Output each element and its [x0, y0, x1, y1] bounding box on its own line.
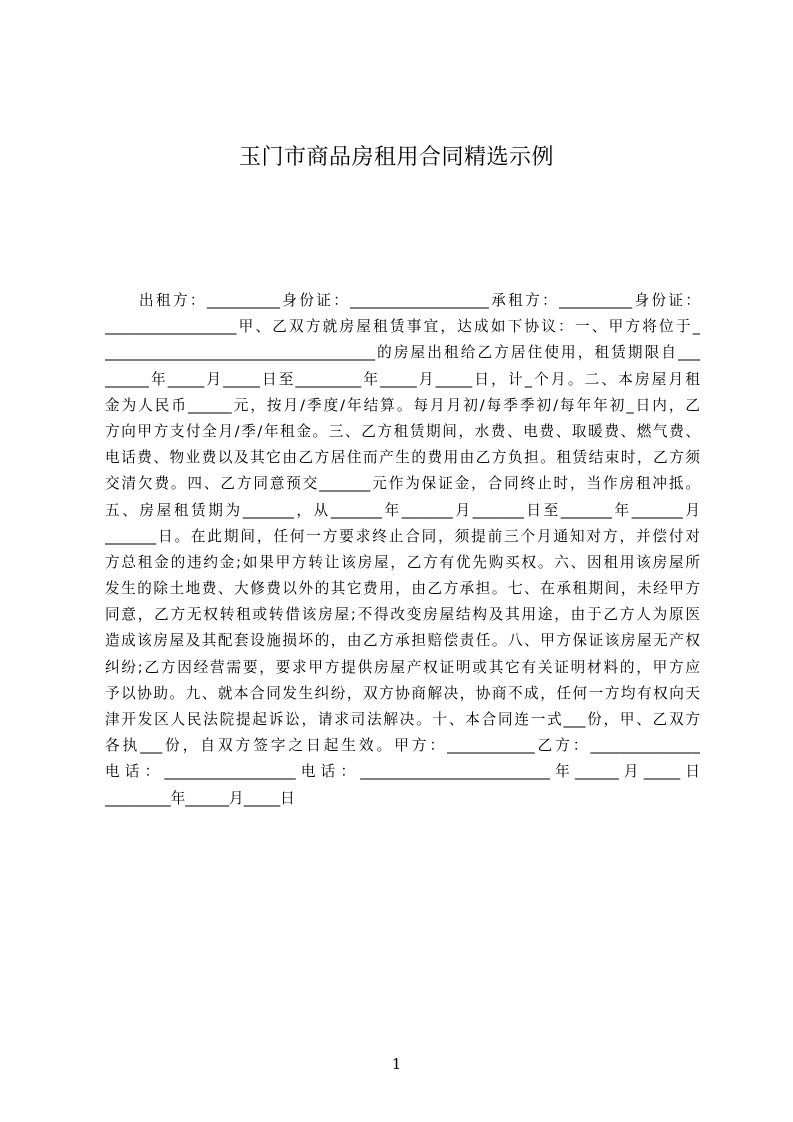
body-line: 同意，乙方无权转租或转借该房屋;不得改变房屋结构及其用途，由于乙方人为原医: [105, 606, 700, 624]
body-line: __________________甲、乙双方就房屋租赁事宜，达成如下协议：一、甲方将位于_: [105, 318, 700, 336]
body-line: 电话费、物业费以及其它由乙方居住而产生的费用由乙方负担。租赁结束时，乙方须: [105, 449, 700, 467]
body-line: ______年_____月_____日至_________年_____月_____日，计_个月。二、本房屋月租: [105, 370, 700, 388]
body-line: 发生的除土地费、大修费以外的其它费用，由乙方承担。七、在承租期间，未经甲方: [105, 580, 700, 598]
body-line: 津开发区人民法院提起诉讼，请求司法解决。十、本合同连一式___份，甲、乙双方: [105, 711, 700, 728]
body-line: 纠纷;乙方因经营需要，要求甲方提供房屋产权证明或其它有关证明材料的，甲方应: [105, 658, 700, 676]
body-line: 五、房屋租赁期为_______，从_______年_______月_______日至_______年_______月: [105, 501, 700, 519]
body-line: _____________________________________的房屋出租给乙方居住使用，租赁期限自___: [105, 344, 700, 362]
body-line: 各执___份，自双方签字之日起生效。甲方：____________乙方：_______________: [105, 737, 700, 755]
body-line: _________年______月_____日: [105, 789, 295, 807]
body-line: 电话：__________________电话：__________________________年______月_____日: [105, 763, 700, 781]
contract-body: [105, 288, 700, 812]
body-line: 予以协助。九、就本合同发生纠纷，双方协商解决，协商不成，任何一方均有权向天: [105, 684, 700, 702]
document-title: 玉门市商品房租用合同精选示例: [238, 145, 554, 170]
body-line: 出租方：__________身份证：___________________承租方：__________身份证：: [139, 292, 700, 309]
body-line: _______日。在此期间，任何一方要求终止合同，须提前三个月通知对方，并偿付对: [105, 527, 700, 545]
body-line: 交清欠费。四、乙方同意预交_______元作为保证金，合同终止时，当作房租冲抵。: [105, 475, 700, 493]
body-line: 方向甲方支付全月/季/年租金。三、乙方租赁期间，水费、电费、取暖费、燃气费、: [105, 422, 700, 440]
body-line: 造成该房屋及其配套设施损坏的，由乙方承担赔偿责任。八、甲方保证该房屋无产权: [105, 632, 700, 650]
body-line: 方总租金的违约金;如果甲方转让该房屋，乙方有优先购买权。六、因租用该房屋所: [105, 553, 700, 571]
body-line: 金为人民币______元，按月/季度/年结算。每月月初/每季季初/每年年初_日内，乙: [105, 396, 700, 414]
page-number: 1: [391, 1055, 402, 1073]
